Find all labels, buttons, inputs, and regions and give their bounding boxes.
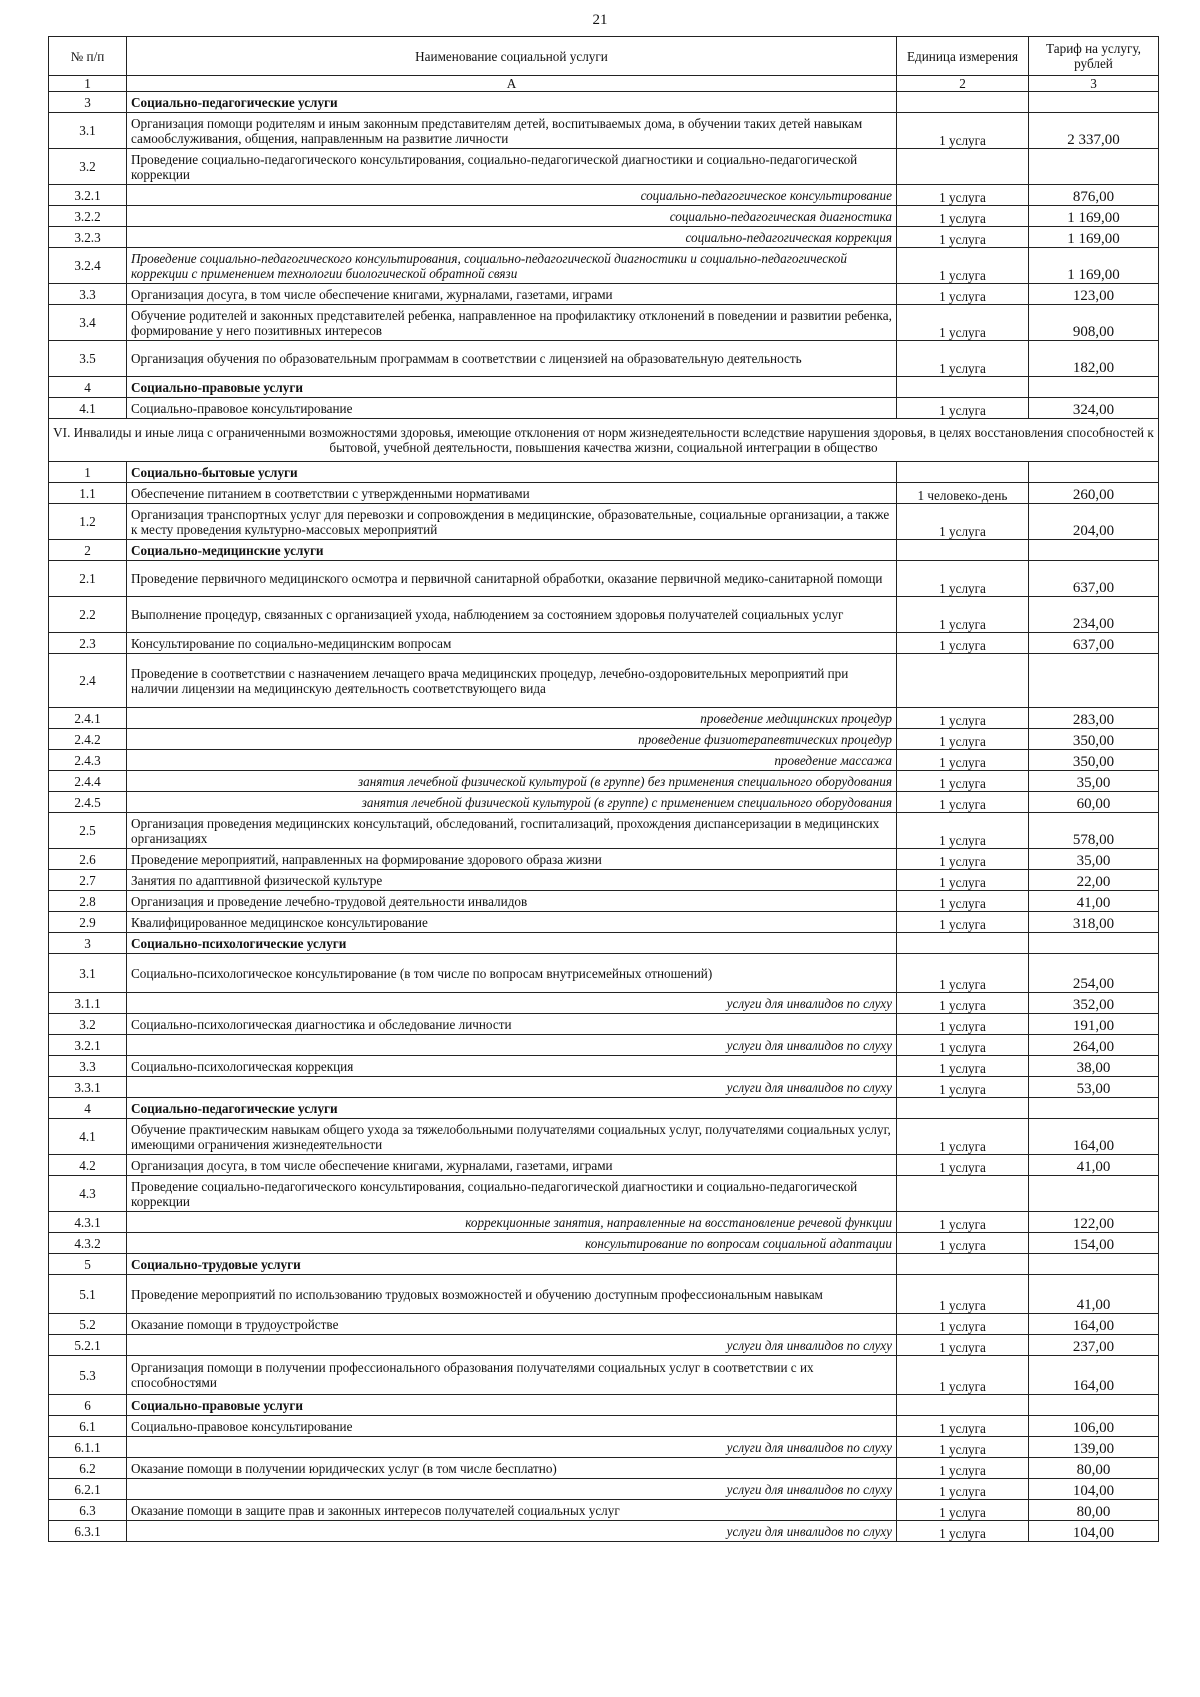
- row-number: 2.4.5: [49, 792, 127, 813]
- tariff-price: [1029, 149, 1159, 185]
- table-row: [49, 1437, 1159, 1458]
- row-number: 6.2: [49, 1458, 127, 1479]
- tariff-price: 1 169,00: [1029, 227, 1159, 248]
- service-name: Социально-бытовые услуги: [127, 462, 897, 483]
- service-name: услуги для инвалидов по слуху: [127, 1479, 897, 1500]
- row-number: 6.1.1: [49, 1437, 127, 1458]
- tariff-price: 164,00: [1029, 1119, 1159, 1155]
- tariff-price: 237,00: [1029, 1335, 1159, 1356]
- service-name: Социально-правовые услуги: [127, 1395, 897, 1416]
- section-heading-group: [49, 419, 1159, 462]
- service-name: Выполнение процедур, связанных с организацией ухода, наблюдением за состоянием здоровья получателей социальных услуг: [127, 597, 897, 633]
- service-name: проведение физиотерапевтических процедур: [127, 729, 897, 750]
- tariff-price: 106,00: [1029, 1416, 1159, 1437]
- section-heading-row: [49, 419, 1159, 462]
- tariff-price: 578,00: [1029, 813, 1159, 849]
- service-name: Обеспечение питанием в соответствии с утвержденными нормативами: [127, 483, 897, 504]
- tariff-price: 1 169,00: [1029, 206, 1159, 227]
- table-row: [49, 1356, 1159, 1395]
- unit-of-measure: 1 услуга: [897, 708, 1029, 729]
- unit-of-measure: 1 услуга: [897, 1521, 1029, 1542]
- table-row: [49, 792, 1159, 813]
- unit-of-measure: 1 услуга: [897, 561, 1029, 597]
- unit-of-measure: 1 услуга: [897, 954, 1029, 993]
- unit-of-measure: 1 услуга: [897, 912, 1029, 933]
- unit-of-measure: 1 услуга: [897, 771, 1029, 792]
- unit-of-measure: 1 услуга: [897, 1119, 1029, 1155]
- table-row: [49, 813, 1159, 849]
- header-unit: Единица измерения: [897, 37, 1029, 76]
- category-row: [49, 1098, 1159, 1119]
- service-name: проведение медицинских процедур: [127, 708, 897, 729]
- row-number: 6.1: [49, 1416, 127, 1437]
- unit-of-measure: 1 услуга: [897, 248, 1029, 284]
- row-number: 3.2.4: [49, 248, 127, 284]
- unit-of-measure: 1 услуга: [897, 227, 1029, 248]
- row-number: 3.2.1: [49, 185, 127, 206]
- tariff-price: 191,00: [1029, 1014, 1159, 1035]
- table-row: [49, 341, 1159, 377]
- service-name: Социально-психологическая коррекция: [127, 1056, 897, 1077]
- unit-of-measure: 1 услуга: [897, 1275, 1029, 1314]
- row-number: 1.1: [49, 483, 127, 504]
- unit-of-measure: 1 услуга: [897, 185, 1029, 206]
- table-row: [49, 891, 1159, 912]
- tariff-table: [48, 36, 1159, 1542]
- row-number: 4: [49, 377, 127, 398]
- service-name: Социально-трудовые услуги: [127, 1254, 897, 1275]
- table-row: [49, 206, 1159, 227]
- tariff-price: [1029, 1098, 1159, 1119]
- table-row: [49, 398, 1159, 419]
- unit-of-measure: 1 услуга: [897, 1356, 1029, 1395]
- row-number: 6: [49, 1395, 127, 1416]
- table-row: [49, 185, 1159, 206]
- tariff-price: 254,00: [1029, 954, 1159, 993]
- service-name: Социально-педагогические услуги: [127, 92, 897, 113]
- unit-of-measure: [897, 377, 1029, 398]
- service-name: Организация проведения медицинских консультаций, обследований, госпитализаций, прохождения диспансеризации в медицинских организациях: [127, 813, 897, 849]
- service-name: социально-педагогическое консультирование: [127, 185, 897, 206]
- service-name: услуги для инвалидов по слуху: [127, 1035, 897, 1056]
- unit-of-measure: 1 услуга: [897, 341, 1029, 377]
- unit-of-measure: 1 услуга: [897, 792, 1029, 813]
- row-number: 4.3.2: [49, 1233, 127, 1254]
- service-name: Организация и проведение лечебно-трудовой деятельности инвалидов: [127, 891, 897, 912]
- table-row: [49, 1314, 1159, 1335]
- tariff-price: 80,00: [1029, 1500, 1159, 1521]
- service-name: Обучение практическим навыкам общего ухода за тяжелобольными получателями социальных услуг, получателями социальных услуг, имеющими ограничения жизнедеятельности: [127, 1119, 897, 1155]
- table-row: [49, 633, 1159, 654]
- table-row: [49, 1233, 1159, 1254]
- index-price: 3: [1029, 76, 1159, 92]
- row-number: 3.3.1: [49, 1077, 127, 1098]
- tariff-price: [1029, 92, 1159, 113]
- service-name: Организация помощи в получении профессионального образования получателями социальных услуг в соответствии с их способностями: [127, 1356, 897, 1395]
- tariff-price: [1029, 540, 1159, 561]
- row-number: 3: [49, 933, 127, 954]
- header-name: Наименование социальной услуги: [127, 37, 897, 76]
- service-name: Социально-правовое консультирование: [127, 398, 897, 419]
- unit-of-measure: [897, 933, 1029, 954]
- row-number: 2.5: [49, 813, 127, 849]
- service-name: проведение массажа: [127, 750, 897, 771]
- tariff-price: [1029, 1395, 1159, 1416]
- table-row: [49, 561, 1159, 597]
- service-name: Проведение первичного медицинского осмотра и первичной санитарной обработки, оказание первичной медико-санитарной помощи: [127, 561, 897, 597]
- service-name: Обучение родителей и законных представителей ребенка, направленное на профилактику отклонений в поведении и развитии ребенка, формирование у него позитивных интересов: [127, 305, 897, 341]
- service-name: Проведение социально-педагогического консультирования, социально-педагогической диагностики и социально-педагогической коррекции: [127, 149, 897, 185]
- service-name: Организация транспортных услуг для перевозки и сопровождения в медицинские, образовательные, социальные организации, а также к месту проведения культурно-массовых мероприятий: [127, 504, 897, 540]
- section-title: VI. Инвалиды и иные лица с ограниченными возможностями здоровья, имеющие отклонения от норм жизнедеятельности вследствие нарушения здоровья, в целях восстановления способностей к бытовой, учебной деятельности, повышения качества жизни, социальной интеграции в общество: [49, 419, 1159, 462]
- tariff-price: 60,00: [1029, 792, 1159, 813]
- tariff-price: 260,00: [1029, 483, 1159, 504]
- unit-of-measure: 1 услуга: [897, 891, 1029, 912]
- row-number: 2.6: [49, 849, 127, 870]
- service-name: услуги для инвалидов по слуху: [127, 1437, 897, 1458]
- service-name: Социально-правовое консультирование: [127, 1416, 897, 1437]
- row-number: 3.3: [49, 1056, 127, 1077]
- tariff-price: 352,00: [1029, 993, 1159, 1014]
- service-name: Социально-педагогические услуги: [127, 1098, 897, 1119]
- table-row: [49, 149, 1159, 185]
- category-row: [49, 92, 1159, 113]
- rows-before-section: [49, 92, 1159, 419]
- service-name: Организация досуга, в том числе обеспечение книгами, журналами, газетами, играми: [127, 284, 897, 305]
- tariff-price: 104,00: [1029, 1479, 1159, 1500]
- table-row: [49, 1176, 1159, 1212]
- table-row: [49, 305, 1159, 341]
- row-number: 2.4.3: [49, 750, 127, 771]
- header-num: № п/п: [49, 37, 127, 76]
- header-price: Тариф на услугу, рублей: [1029, 37, 1159, 76]
- index-num: 1: [49, 76, 127, 92]
- unit-of-measure: 1 услуга: [897, 1233, 1029, 1254]
- table-header-row: [49, 37, 1159, 76]
- unit-of-measure: [897, 1176, 1029, 1212]
- unit-of-measure: [897, 540, 1029, 561]
- unit-of-measure: 1 услуга: [897, 750, 1029, 771]
- table-row: [49, 1077, 1159, 1098]
- tariff-price: [1029, 1254, 1159, 1275]
- tariff-price: 35,00: [1029, 849, 1159, 870]
- table-row: [49, 750, 1159, 771]
- unit-of-measure: 1 услуга: [897, 504, 1029, 540]
- unit-of-measure: [897, 149, 1029, 185]
- service-name: Организация помощи родителям и иным законным представителям детей, воспитываемых дома, в обучении таких детей навыкам самообслуживания, общения, направленным на развитие личности: [127, 113, 897, 149]
- service-name: занятия лечебной физической культурой (в группе) с применением специального оборудования: [127, 792, 897, 813]
- tariff-price: 104,00: [1029, 1521, 1159, 1542]
- unit-of-measure: 1 услуга: [897, 870, 1029, 891]
- unit-of-measure: 1 услуга: [897, 729, 1029, 750]
- service-name: Организация досуга, в том числе обеспечение книгами, журналами, газетами, играми: [127, 1155, 897, 1176]
- table-row: [49, 1335, 1159, 1356]
- table-row: [49, 849, 1159, 870]
- service-name: Социально-психологическое консультирование (в том числе по вопросам внутрисемейных отношений): [127, 954, 897, 993]
- service-name: услуги для инвалидов по слуху: [127, 993, 897, 1014]
- table-row: [49, 483, 1159, 504]
- category-row: [49, 933, 1159, 954]
- service-name: Организация обучения по образовательным программам в соответствии с лицензией на образовательную деятельность: [127, 341, 897, 377]
- row-number: 3.5: [49, 341, 127, 377]
- unit-of-measure: 1 услуга: [897, 113, 1029, 149]
- table-row: [49, 1155, 1159, 1176]
- row-number: 3.1: [49, 113, 127, 149]
- table-row: [49, 870, 1159, 891]
- tariff-price: 41,00: [1029, 1275, 1159, 1314]
- row-number: 3.1.1: [49, 993, 127, 1014]
- row-number: 4.1: [49, 1119, 127, 1155]
- unit-of-measure: 1 услуга: [897, 1314, 1029, 1335]
- unit-of-measure: 1 услуга: [897, 206, 1029, 227]
- row-number: 3.3: [49, 284, 127, 305]
- unit-of-measure: 1 услуга: [897, 1014, 1029, 1035]
- row-number: 2.4: [49, 654, 127, 708]
- table-row: [49, 1500, 1159, 1521]
- service-name: Оказание помощи в получении юридических услуг (в том числе бесплатно): [127, 1458, 897, 1479]
- tariff-price: 318,00: [1029, 912, 1159, 933]
- tariff-price: 80,00: [1029, 1458, 1159, 1479]
- table-row: [49, 912, 1159, 933]
- tariff-price: 908,00: [1029, 305, 1159, 341]
- unit-of-measure: 1 услуга: [897, 1335, 1029, 1356]
- tariff-price: 350,00: [1029, 750, 1159, 771]
- table-row: [49, 708, 1159, 729]
- category-row: [49, 462, 1159, 483]
- tariff-price: 139,00: [1029, 1437, 1159, 1458]
- table-row: [49, 227, 1159, 248]
- row-number: 1: [49, 462, 127, 483]
- unit-of-measure: 1 услуга: [897, 1479, 1029, 1500]
- tariff-price: 876,00: [1029, 185, 1159, 206]
- tariff-price: 637,00: [1029, 633, 1159, 654]
- service-name: коррекционные занятия, направленные на восстановление речевой функции: [127, 1212, 897, 1233]
- service-name: Проведение мероприятий, направленных на формирование здорового образа жизни: [127, 849, 897, 870]
- row-number: 3.2.1: [49, 1035, 127, 1056]
- table-row: [49, 654, 1159, 708]
- table-row: [49, 1275, 1159, 1314]
- service-name: услуги для инвалидов по слуху: [127, 1077, 897, 1098]
- tariff-price: 350,00: [1029, 729, 1159, 750]
- row-number: 2.7: [49, 870, 127, 891]
- unit-of-measure: [897, 1395, 1029, 1416]
- index-unit: 2: [897, 76, 1029, 92]
- table-row: [49, 597, 1159, 633]
- unit-of-measure: [897, 1254, 1029, 1275]
- unit-of-measure: 1 услуга: [897, 849, 1029, 870]
- tariff-price: 53,00: [1029, 1077, 1159, 1098]
- row-number: 1.2: [49, 504, 127, 540]
- table-row: [49, 248, 1159, 284]
- table-row: [49, 993, 1159, 1014]
- unit-of-measure: 1 услуга: [897, 1437, 1029, 1458]
- tariff-price: 324,00: [1029, 398, 1159, 419]
- table-row: [49, 1119, 1159, 1155]
- row-number: 2.8: [49, 891, 127, 912]
- service-name: занятия лечебной физической культурой (в группе) без применения специального оборудования: [127, 771, 897, 792]
- table-row: [49, 284, 1159, 305]
- unit-of-measure: [897, 92, 1029, 113]
- service-name: услуги для инвалидов по слуху: [127, 1521, 897, 1542]
- tariff-price: 264,00: [1029, 1035, 1159, 1056]
- service-name: Квалифицированное медицинское консультирование: [127, 912, 897, 933]
- unit-of-measure: [897, 654, 1029, 708]
- unit-of-measure: 1 услуга: [897, 1458, 1029, 1479]
- service-name: Консультирование по социально-медицинским вопросам: [127, 633, 897, 654]
- row-number: 3: [49, 92, 127, 113]
- row-number: 6.2.1: [49, 1479, 127, 1500]
- tariff-price: 164,00: [1029, 1356, 1159, 1395]
- unit-of-measure: [897, 1098, 1029, 1119]
- table-row: [49, 1479, 1159, 1500]
- category-row: [49, 1395, 1159, 1416]
- row-number: 2.2: [49, 597, 127, 633]
- tariff-price: 2 337,00: [1029, 113, 1159, 149]
- tariff-price: 41,00: [1029, 1155, 1159, 1176]
- tariff-price: 41,00: [1029, 891, 1159, 912]
- row-number: 4.1: [49, 398, 127, 419]
- service-name: услуги для инвалидов по слуху: [127, 1335, 897, 1356]
- column-index-row: [49, 76, 1159, 92]
- service-name: Проведение в соответствии с назначением лечащего врача медицинских процедур, лечебно-оздоровительных мероприятий при наличии лицензии на медицинскую деятельность соответствующего вида: [127, 654, 897, 708]
- row-number: 4.2: [49, 1155, 127, 1176]
- row-number: 5: [49, 1254, 127, 1275]
- table-row: [49, 1521, 1159, 1542]
- category-row: [49, 540, 1159, 561]
- service-name: консультирование по вопросам социальной адаптации: [127, 1233, 897, 1254]
- unit-of-measure: 1 услуга: [897, 1155, 1029, 1176]
- unit-of-measure: 1 человеко-день: [897, 483, 1029, 504]
- tariff-price: [1029, 933, 1159, 954]
- table-row: [49, 954, 1159, 993]
- tariff-price: [1029, 654, 1159, 708]
- tariff-price: 154,00: [1029, 1233, 1159, 1254]
- row-number: 3.2.3: [49, 227, 127, 248]
- table-row: [49, 771, 1159, 792]
- row-number: 2: [49, 540, 127, 561]
- row-number: 5.1: [49, 1275, 127, 1314]
- service-name: Социально-правовые услуги: [127, 377, 897, 398]
- service-name: Социально-медицинские услуги: [127, 540, 897, 561]
- table-row: [49, 729, 1159, 750]
- row-number: 2.4.4: [49, 771, 127, 792]
- unit-of-measure: 1 услуга: [897, 1035, 1029, 1056]
- unit-of-measure: 1 услуга: [897, 597, 1029, 633]
- tariff-price: 1 169,00: [1029, 248, 1159, 284]
- row-number: 3.4: [49, 305, 127, 341]
- row-number: 2.3: [49, 633, 127, 654]
- tariff-price: [1029, 1176, 1159, 1212]
- row-number: 5.2: [49, 1314, 127, 1335]
- unit-of-measure: 1 услуга: [897, 633, 1029, 654]
- tariff-price: 22,00: [1029, 870, 1159, 891]
- service-name: социально-педагогическая диагностика: [127, 206, 897, 227]
- row-number: 6.3: [49, 1500, 127, 1521]
- category-row: [49, 377, 1159, 398]
- service-name: Проведение мероприятий по использованию трудовых возможностей и обучению доступным профессиональным навыкам: [127, 1275, 897, 1314]
- unit-of-measure: [897, 462, 1029, 483]
- row-number: 4.3.1: [49, 1212, 127, 1233]
- table-row: [49, 1212, 1159, 1233]
- row-number: 4: [49, 1098, 127, 1119]
- category-row: [49, 1254, 1159, 1275]
- row-number: 6.3.1: [49, 1521, 127, 1542]
- table-row: [49, 1458, 1159, 1479]
- unit-of-measure: 1 услуга: [897, 813, 1029, 849]
- row-number: 2.4.2: [49, 729, 127, 750]
- tariff-price: 123,00: [1029, 284, 1159, 305]
- row-number: 3.2: [49, 1014, 127, 1035]
- unit-of-measure: 1 услуга: [897, 1077, 1029, 1098]
- tariff-price: [1029, 377, 1159, 398]
- tariff-price: 35,00: [1029, 771, 1159, 792]
- unit-of-measure: 1 услуга: [897, 1212, 1029, 1233]
- service-name: Социально-психологические услуги: [127, 933, 897, 954]
- service-name: Оказание помощи в трудоустройстве: [127, 1314, 897, 1335]
- tariff-price: 204,00: [1029, 504, 1159, 540]
- row-number: 5.3: [49, 1356, 127, 1395]
- service-name: социально-педагогическая коррекция: [127, 227, 897, 248]
- index-name: А: [127, 76, 897, 92]
- unit-of-measure: 1 услуга: [897, 284, 1029, 305]
- unit-of-measure: 1 услуга: [897, 305, 1029, 341]
- unit-of-measure: 1 услуга: [897, 1416, 1029, 1437]
- row-number: 3.1: [49, 954, 127, 993]
- table-row: [49, 1416, 1159, 1437]
- tariff-price: 234,00: [1029, 597, 1159, 633]
- row-number: 3.2: [49, 149, 127, 185]
- row-number: 2.4.1: [49, 708, 127, 729]
- tariff-price: 164,00: [1029, 1314, 1159, 1335]
- table-row: [49, 113, 1159, 149]
- unit-of-measure: 1 услуга: [897, 398, 1029, 419]
- table-row: [49, 504, 1159, 540]
- service-name: Проведение социально-педагогического консультирования, социально-педагогической диагностики и социально-педагогической коррекции: [127, 1176, 897, 1212]
- service-name: Социально-психологическая диагностика и обследование личности: [127, 1014, 897, 1035]
- unit-of-measure: 1 услуга: [897, 993, 1029, 1014]
- row-number: 2.1: [49, 561, 127, 597]
- tariff-price: 38,00: [1029, 1056, 1159, 1077]
- tariff-price: 122,00: [1029, 1212, 1159, 1233]
- table-row: [49, 1014, 1159, 1035]
- service-name: Занятия по адаптивной физической культуре: [127, 870, 897, 891]
- rows-after-section: [49, 462, 1159, 1542]
- unit-of-measure: 1 услуга: [897, 1500, 1029, 1521]
- tariff-price: 182,00: [1029, 341, 1159, 377]
- row-number: 5.2.1: [49, 1335, 127, 1356]
- tariff-price: 637,00: [1029, 561, 1159, 597]
- page-number: 21: [592, 12, 608, 28]
- row-number: 2.9: [49, 912, 127, 933]
- table-row: [49, 1035, 1159, 1056]
- row-number: 3.2.2: [49, 206, 127, 227]
- tariff-price: 283,00: [1029, 708, 1159, 729]
- service-name: Оказание помощи в защите прав и законных интересов получателей социальных услуг: [127, 1500, 897, 1521]
- tariff-price: [1029, 462, 1159, 483]
- unit-of-measure: 1 услуга: [897, 1056, 1029, 1077]
- service-name: Проведение социально-педагогического консультирования, социально-педагогической диагностики и социально-педагогической коррекции с применением технологии биологической обратной связи: [127, 248, 897, 284]
- table-row: [49, 1056, 1159, 1077]
- row-number: 4.3: [49, 1176, 127, 1212]
